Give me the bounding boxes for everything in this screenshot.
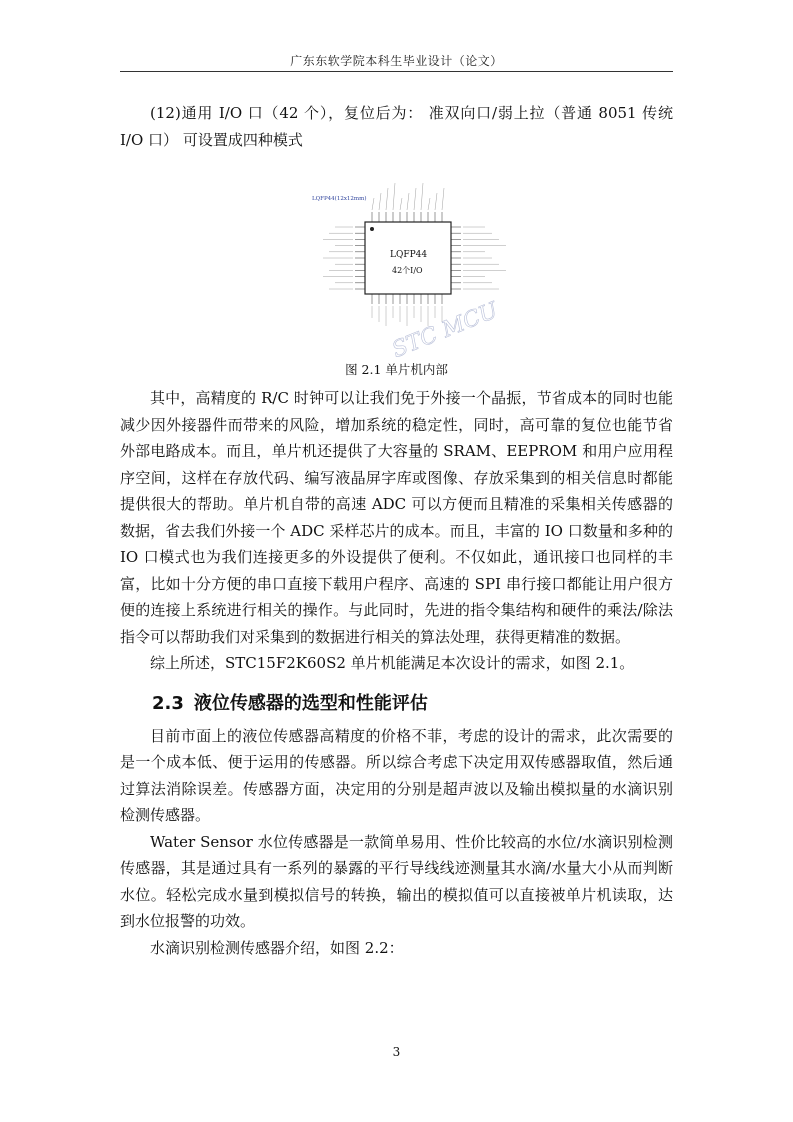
page-number: 3: [392, 1045, 401, 1059]
watermark: STC MCU: [388, 298, 502, 359]
section-heading: [152, 691, 673, 717]
pin-label-top: [428, 198, 430, 210]
pin-label-top: [414, 188, 416, 210]
pin-label-top: [386, 188, 388, 210]
paragraph-market: 目前市面上的液位传感器高精度的价格不菲，考虑的设计的需求，此次需要的是一个成本低、便于运用的传感器。所以综合考虑下决定用双传感器取值，然后通过算法消除误差。传感器方面，决定用的分别是超声波以及输出模拟量的水滴识别检测传感器。: [120, 726, 673, 824]
page-header: 广东东软学院本科生毕业设计（论文）: [290, 54, 503, 68]
pin-label-top: [379, 193, 381, 210]
package-label: LQFP44(12x12mm): [312, 196, 367, 202]
paragraph-intro-fig22: 水滴识别检测传感器介绍，如图 2.2：: [150, 938, 404, 957]
intro-paragraph: (12)通用 I/O 口（42 个），复位后为： 准双向口/弱上拉（普通 8051 传统 I/O 口） 可设置成四种模式: [120, 104, 673, 149]
section-number: 2.3: [152, 692, 184, 714]
figure-caption: 图 2.1 单片机内部: [345, 362, 448, 377]
chip-pinout-diagram: [120, 167, 673, 359]
pin-label-top: [372, 198, 374, 210]
pin-label-top: [435, 193, 437, 210]
chip-name: LQFP44: [390, 250, 428, 260]
pin-label-top: [421, 183, 423, 210]
paragraph-water-sensor: Water Sensor 水位传感器是一款简单易用、性价比较高的水位/水滴识别检测传感器，其是通过具有一系列的暴露的平行导线线迹测量其水滴/水量大小从而判断水位。轻松完成水量到模拟信号的转换，输出的模拟值可以直接被单片机读取，达到水位报警的功效。: [120, 832, 673, 930]
pin-label-top: [442, 188, 444, 210]
chip-figure: [120, 167, 673, 359]
pin-label-top: [400, 198, 402, 210]
section-title: 液位传感器的选型和性能评估: [193, 692, 428, 714]
pin-label-top: [393, 183, 395, 210]
paragraph-summary: 综上所述，STC15F2K60S2 单片机能满足本次设计的需求，如图 2.1。: [150, 654, 635, 672]
page-content: [120, 100, 673, 961]
pin1-marker: [370, 227, 374, 231]
chip-io: 42个I/O: [392, 266, 423, 275]
paragraph-rc-clock: 其中，高精度的 R/C 时钟可以让我们免于外接一个晶振，节省成本的同时也能减少因外接器件而带来的风险，增加系统的稳定性，同时，高可靠的复位也能节省外部电路成本。而且，单片机还提供了大容量的 SRAM、EEPROM 和用户应用程序空间，这样在存放代码、编写液晶屏字库或图像、存放采集到的相关信息时都能提供很大的帮助。单片机自带的高速 ADC 可以方便而且精准的采集相关传感器的数据，省去我们外接一个 ADC 采样芯片的成本。而且，丰富的 IO 口数量和多种的 IO 口模式也为我们连接更多的外设提供了便利。不仅如此，通讯接口也同样的丰富，比如十分方便的串口直接下载用户程序、高速的 SPI 串行接口都能让用户很方便的连接上系统进行相关的操作。与此同时，先进的指令集结构和硬件的乘法/除法指令可以帮助我们对采集到的数据进行相关的算法处理，获得更精准的数据。: [120, 389, 673, 646]
header-rule: [120, 71, 673, 72]
pin-label-top: [407, 193, 409, 210]
